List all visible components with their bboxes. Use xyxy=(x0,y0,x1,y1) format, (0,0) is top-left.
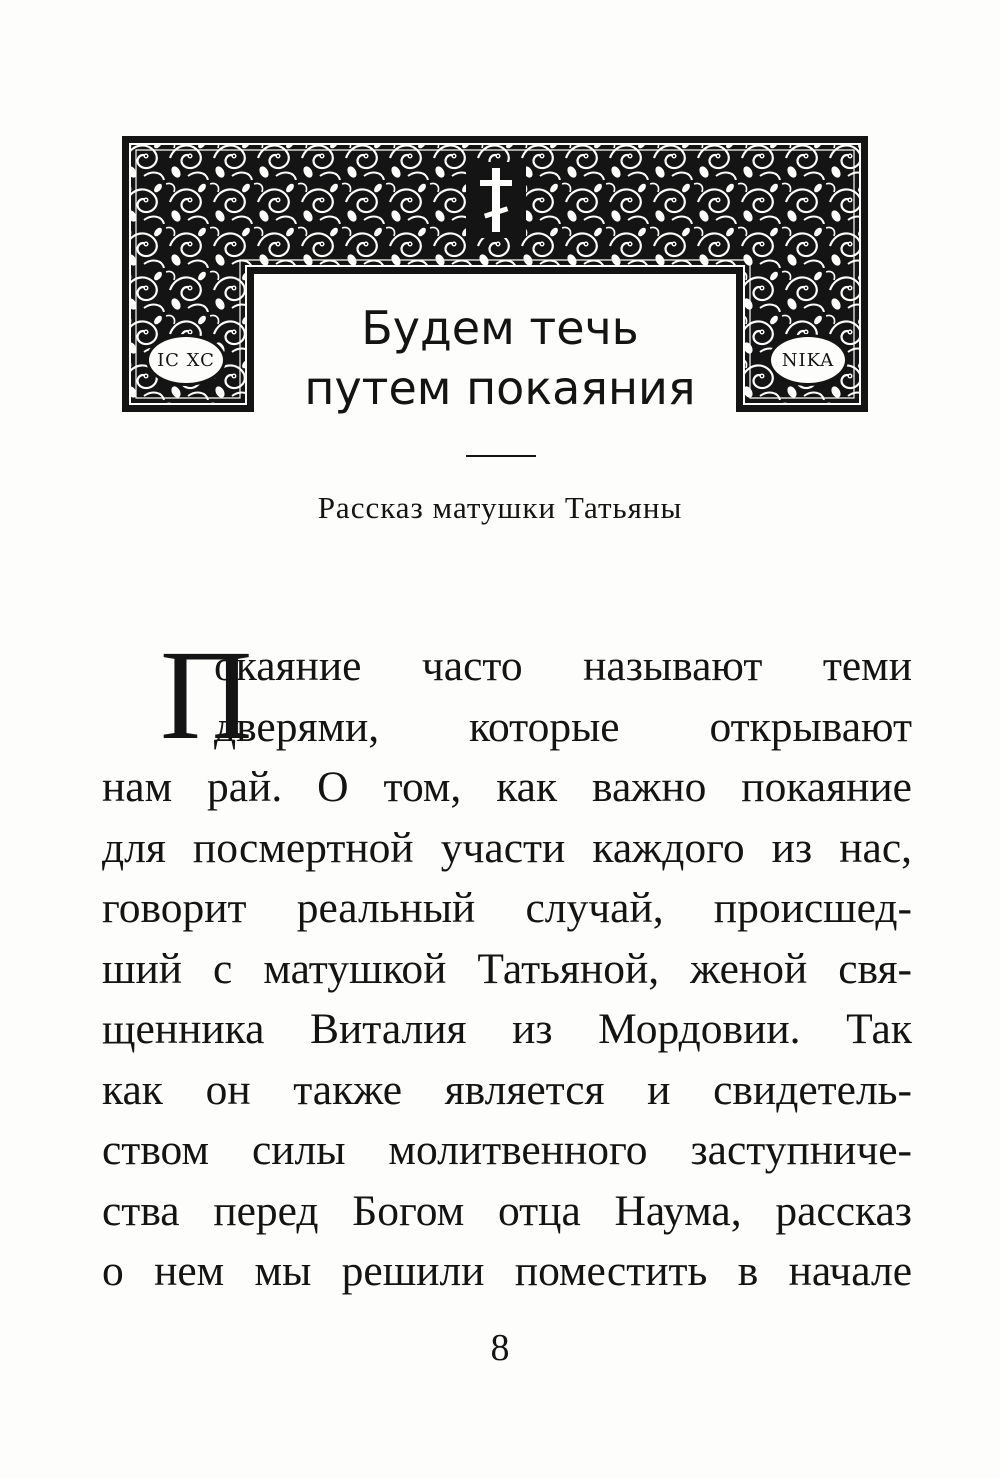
text-line: как он также является и свидетель- xyxy=(102,1065,912,1114)
text-line: окаяние часто называют теми xyxy=(214,642,912,690)
text-line: нам рай. О том, как важно покаяние xyxy=(102,763,912,811)
drop-cap: П xyxy=(160,624,253,766)
text-line: для посмертной участи каждого из нас, xyxy=(102,823,912,872)
ic-xc-monogram: IC XC xyxy=(146,334,226,386)
text-line: ством силы молитвенного заступниче- xyxy=(102,1126,912,1174)
chapter-title xyxy=(250,298,750,418)
nika-monogram: NIKA xyxy=(768,334,848,386)
text-line: говорит реальный случай, происшед- xyxy=(102,884,912,932)
text-line: о нем мы решили поместить в начале xyxy=(102,1247,912,1295)
body-paragraph xyxy=(102,624,912,1302)
text-line: ства перед Богом отца Наума, рассказ xyxy=(102,1186,912,1235)
text-line: ший с матушкой Татьяной, женой свя- xyxy=(102,944,912,993)
chapter-subtitle: Рассказ матушки Татьяны xyxy=(317,490,683,525)
page-number: 8 xyxy=(490,1327,510,1369)
title-line-2: путем покаяния xyxy=(304,361,696,415)
title-line-1: Будем течь xyxy=(361,301,639,355)
title-divider xyxy=(466,455,536,457)
text-line: дверями, которые открывают xyxy=(214,702,912,751)
text-line: щенника Виталия из Мордовии. Так xyxy=(102,1005,912,1053)
cross-icon xyxy=(466,162,526,238)
